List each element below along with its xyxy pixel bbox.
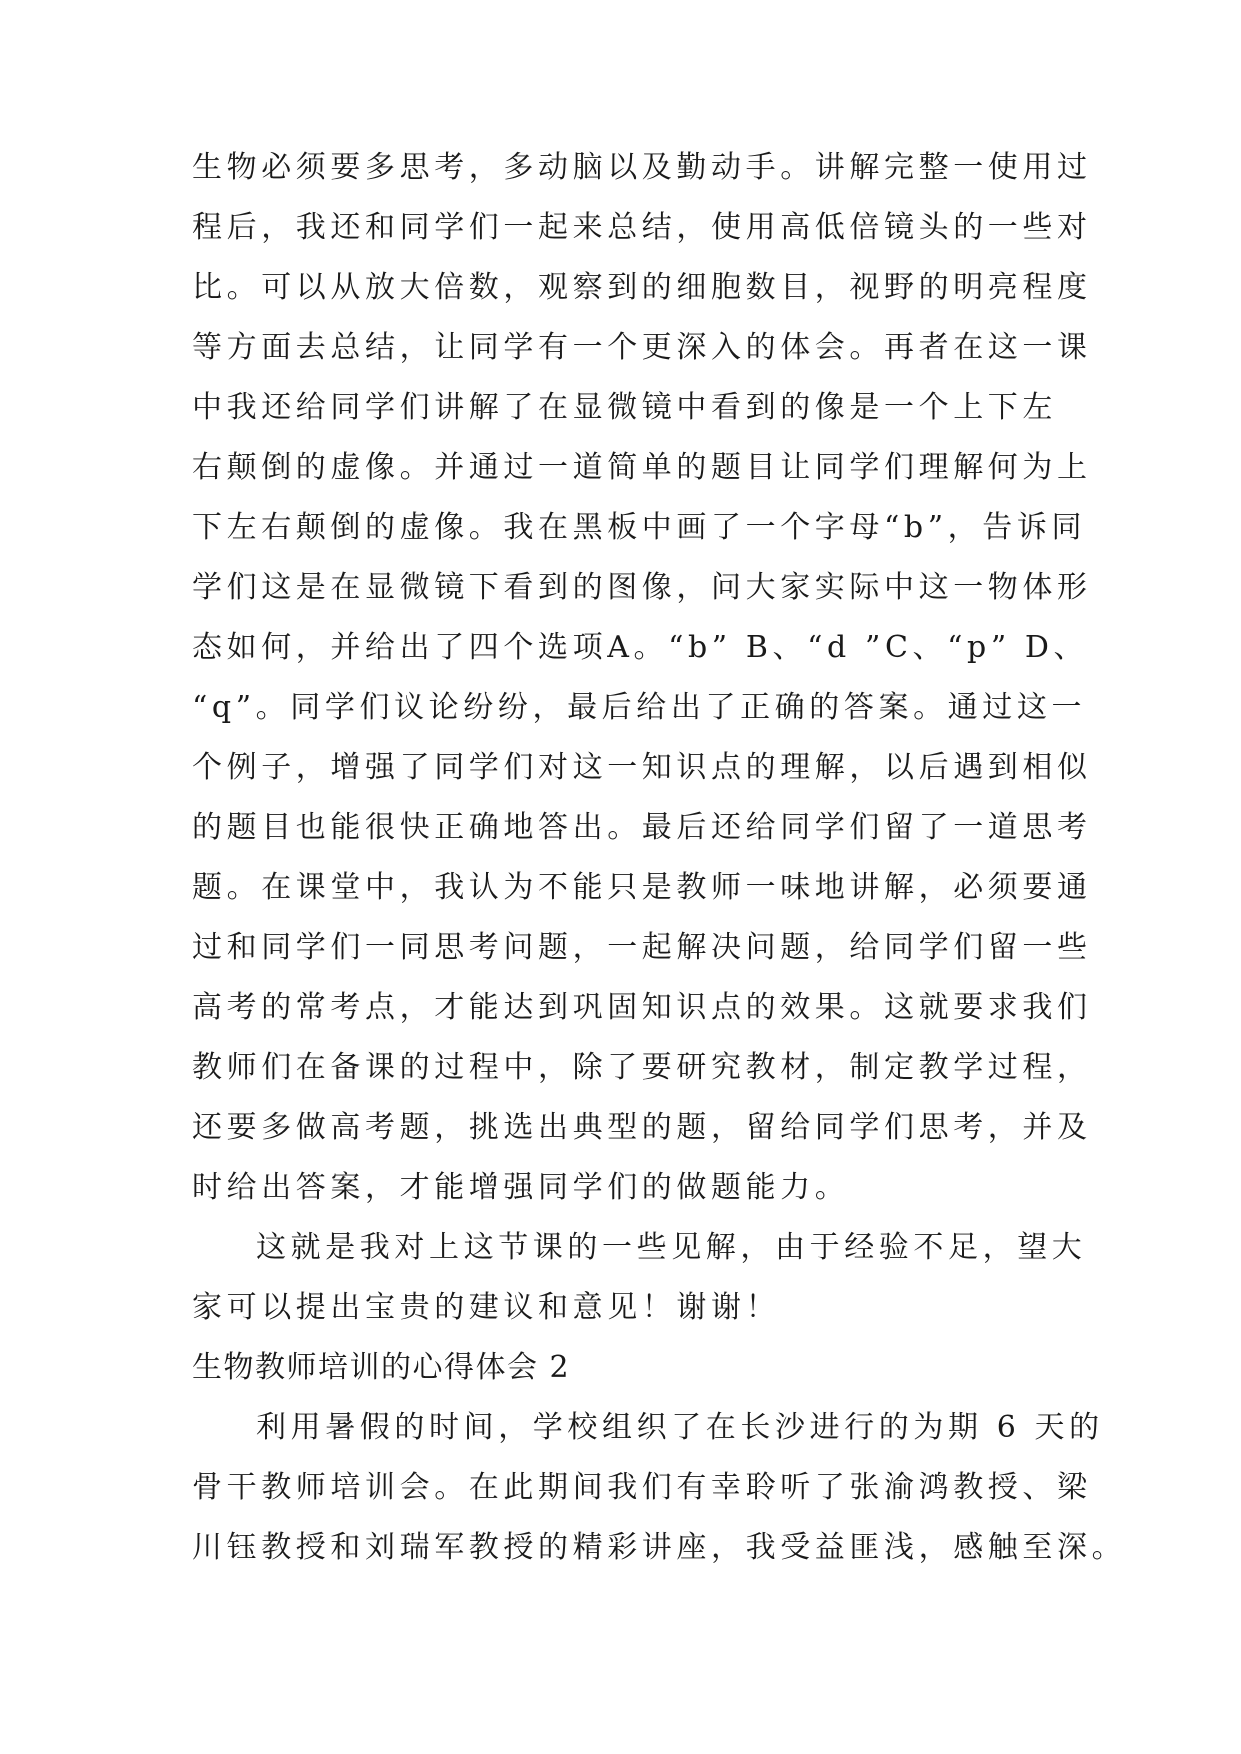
paragraph-line: 骨干教师培训会。在此期间我们有幸聆听了张渝鸿教授、梁 (192, 1470, 1092, 1505)
paragraph-line: 态如何，并给出了四个选项A。“b” B、“d ”C、“p” D、 (192, 630, 1089, 665)
paragraph-line: 这就是我对上这节课的一些见解，由于经验不足，望大 (256, 1230, 1087, 1265)
paragraph-line: 过和同学们一同思考问题，一起解决问题，给同学们留一些 (192, 930, 1092, 965)
document-body (192, 138, 1127, 1578)
paragraph-line: 比。可以从放大倍数，观察到的细胞数目，视野的明亮程度 (192, 270, 1092, 305)
paragraph-line: 的题目也能很快正确地答出。最后还给同学们留了一道思考 (192, 810, 1092, 845)
section-heading (192, 1338, 1062, 1398)
paragraph-line: 生物必须要多思考，多动脑以及勤动手。讲解完整一使用过 (192, 150, 1092, 185)
paragraph-line: 家可以提出宝贵的建议和意见！谢谢！ (192, 1290, 781, 1325)
paragraph-line: 还要多做高考题，挑选出典型的题，留给同学们思考，并及 (192, 1110, 1092, 1145)
paragraph-line: 等方面去总结，让同学有一个更深入的体会。再者在这一课 (192, 330, 1092, 365)
paragraph-line: 川钰教授和刘瑞军教授的精彩讲座，我受益匪浅，感触至深。 (192, 1530, 1127, 1565)
paragraph-line: 高考的常考点，才能达到巩固知识点的效果。这就要求我们 (192, 990, 1092, 1025)
paragraph-line: 程后，我还和同学们一起来总结，使用高低倍镜头的一些对 (192, 210, 1092, 245)
paragraph-line: 利用暑假的时间，学校组织了在长沙进行的为期 6 天的 (256, 1410, 1104, 1445)
paragraph-3 (192, 1398, 1127, 1578)
paragraph-line: 右颠倒的虚像。并通过一道简单的题目让同学们理解何为上 (192, 450, 1092, 485)
paragraph-line: “q”。同学们议论纷纷，最后给出了正确的答案。通过这一 (192, 690, 1087, 725)
paragraph-line: 学们这是在显微镜下看到的图像，问大家实际中这一物体形 (192, 570, 1092, 605)
paragraph-line: 题。在课堂中，我认为不能只是教师一味地讲解，必须要通 (192, 870, 1092, 905)
section-heading-text: 生物教师培训的心得体会 2 (192, 1350, 571, 1385)
paragraph-1 (192, 138, 1092, 1218)
paragraph-line: 下左右颠倒的虚像。我在黑板中画了一个字母“b”，告诉同 (192, 510, 1087, 545)
paragraph-line: 个例子，增强了同学们对这一知识点的理解，以后遇到相似 (192, 750, 1092, 785)
paragraph-line: 时给出答案，才能增强同学们的做题能力。 (192, 1170, 850, 1205)
paragraph-line: 教师们在备课的过程中，除了要研究教材，制定教学过程， (192, 1050, 1092, 1085)
paragraph-2 (192, 1218, 1087, 1338)
paragraph-line: 中我还给同学们讲解了在显微镜中看到的像是一个上下左 (192, 390, 1057, 425)
